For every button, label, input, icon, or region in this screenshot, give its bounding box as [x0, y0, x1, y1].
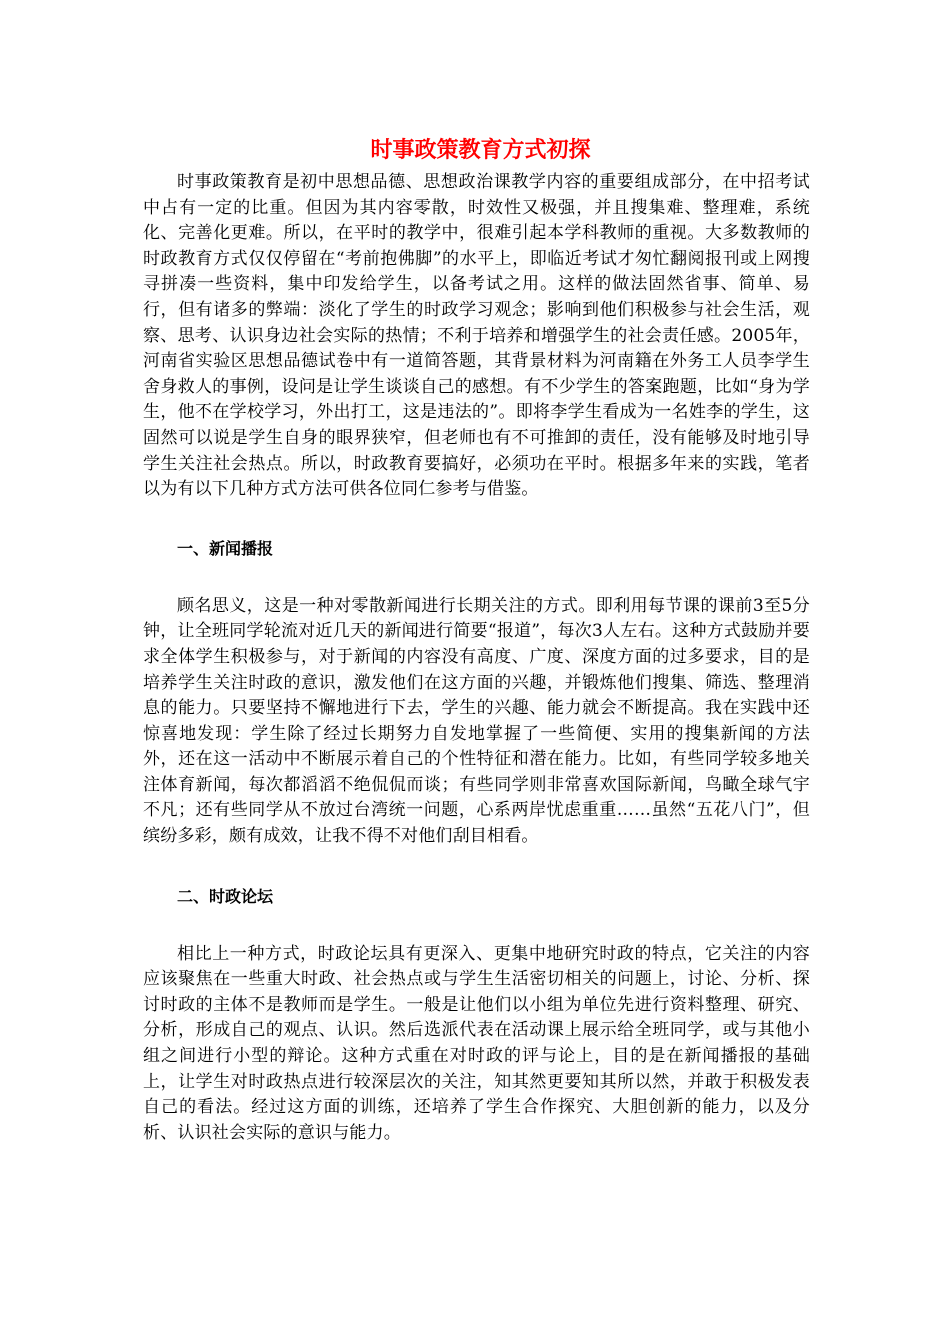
section-heading-news-broadcast: 一、新闻播报 [177, 538, 274, 558]
document-title: 时事政策教育方式初探 [370, 137, 591, 163]
section-body-news-broadcast: 顾名思义，这是一种对零散新闻进行长期关注的方式。即利用每节课的课前3至5分钟，让全班同学轮流对近几天的新闻进行简要“报道”，每次3人左右。这种方式鼓励并要求全体学生积极参与，对于新闻的内容没有高度、广度、深度方面的过多要求，目的是培养学生关注时政的意识，激发他们在这方面的兴趣，并锻炼他们搜集、筛选、整理消息的能力。只要坚持不懈地进行下去，学生的兴趣、能力就会不断提高。我在实践中还惊喜地发现：学生除了经过长期努力自发地掌握了一些简便、实用的搜集新闻的方法外，还在这一活动中不断展示着自己的个性特征和潜在能力。比如，有些同学较多地关注体育新闻，每次都滔滔不绝侃侃而谈；有些同学则非常喜欢国际新闻，鸟瞰全球气宇不凡；还有些同学从不放过台湾统一问题，心系两岸忧虑重重……虽然“五花八门”，但缤纷多彩，颇有成效，让我不得不对他们刮目相看。 [143, 595, 810, 847]
document-content [143, 132, 810, 1146]
intro-paragraph: 时事政策教育是初中思想品德、思想政治课教学内容的重要组成部分，在中招考试中占有一定的比重。但因为其内容零散，时效性又极强，并且搜集难、整理难，系统化、完善化更难。所以，在平时的教学中，很难引起本学科教师的重视。大多数教师的时政教育方式仅仅停留在“考前抱佛脚”的水平上，即临近考试才匆忙翻阅报刊或上网搜寻拼凑一些资料，集中印发给学生，以备考试之用。这样的做法固然省事、简单、易行，但有诸多的弊端：淡化了学生的时政学习观念；影响到他们积极参与社会生活，观察、思考、认识身边社会实际的热情；不利于培养和增强学生的社会责任感。2005年，河南省实验区思想品德试卷中有一道简答题，其背景材料为河南籍在外务工人员李学生舍身救人的事例，设问是让学生谈谈自己的感想。有不少学生的答案跑题，比如“身为学生，他不在学校学习，外出打工，这是违法的”。即将李学生看成为一名姓李的学生，这固然可以说是学生自身的眼界狭窄，但老师也有不可推卸的责任，没有能够及时地引导学生关注社会热点。所以，时政教育要搞好，必须功在平时。根据多年来的实践，笔者以为有以下几种方式方法可供各位同仁参考与借鉴。 [143, 172, 810, 500]
section-heading-politics-forum: 二、时政论坛 [177, 886, 274, 906]
section-body-politics-forum: 相比上一种方式，时政论坛具有更深入、更集中地研究时政的特点，它关注的内容应该聚焦在一些重大时政、社会热点或与学生生活密切相关的问题上，讨论、分析、探讨时政的主体不是教师而是学生。一般是让他们以小组为单位先进行资料整理、研究、分析，形成自己的观点、认识。然后选派代表在活动课上展示给全班同学，或与其他小组之间进行小型的辩论。这种方式重在对时政的评与论上，目的是在新闻播报的基础上，让学生对时政热点进行较深层次的关注，知其然更要知其所以然，并敢于积极发表自己的看法。经过这方面的训练，还培养了学生合作探究、大胆创新的能力，以及分析、认识社会实际的意识与能力。 [143, 943, 810, 1143]
